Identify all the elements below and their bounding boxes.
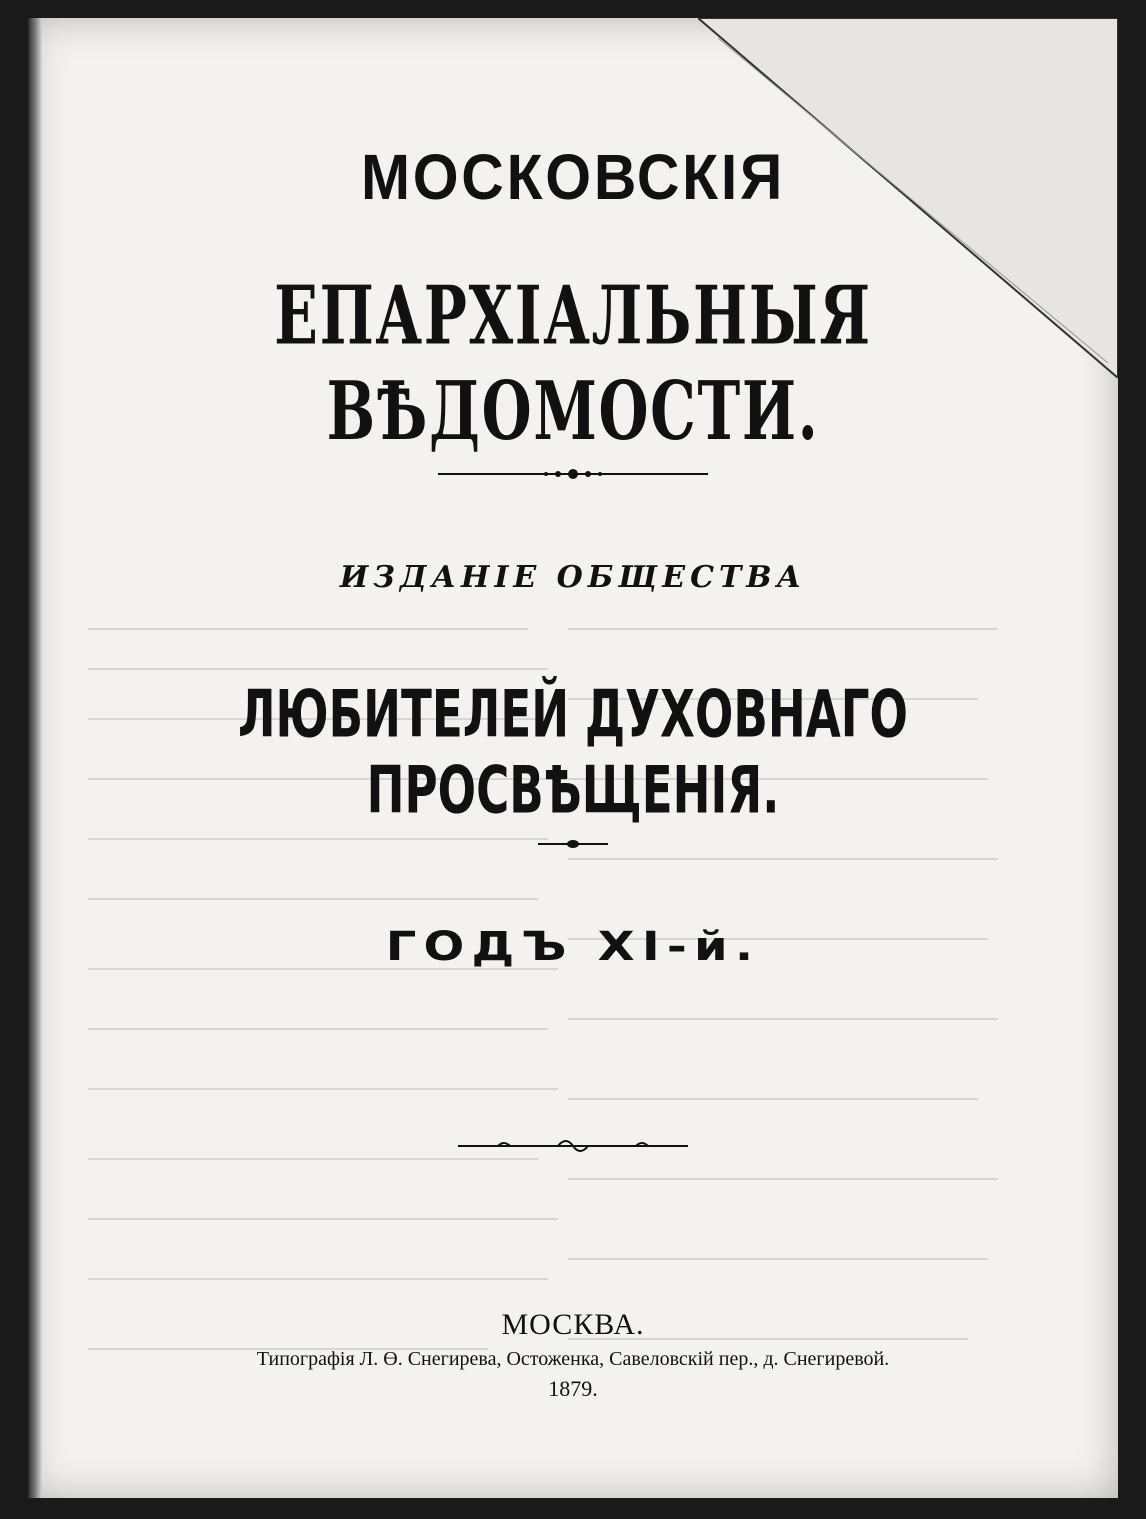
- society-name: ЛЮБИТЕЛЕЙ ДУХОВНАГО ПРОСВѢЩЕНІЯ.: [237, 675, 909, 829]
- binding-edge: [28, 18, 42, 1498]
- bleed-line: [88, 668, 548, 670]
- document-page: [28, 18, 1118, 1498]
- bleed-line: [568, 1098, 978, 1100]
- bleed-line: [88, 1278, 548, 1280]
- bleed-line: [568, 628, 998, 630]
- bleed-line: [568, 1258, 988, 1260]
- imprint-printer: Типографія Л. Ө. Снегирева, Остоженка, Савеловскій пер., д. Снегиревой.: [256, 1348, 890, 1370]
- bleed-line: [88, 1158, 538, 1160]
- ornamental-rule: [28, 462, 1118, 486]
- bleed-line: [568, 858, 998, 860]
- edition-line: ИЗДАНІЕ ОБЩЕСТВА: [339, 560, 807, 595]
- bleed-line: [88, 1028, 548, 1030]
- bleed-line: [88, 628, 528, 630]
- year-label: ГОДЪ XI-й.: [385, 924, 761, 970]
- imprint-city: МОСКВА.: [501, 1308, 645, 1341]
- bleed-line: [88, 1218, 558, 1220]
- bleed-line: [568, 1018, 998, 1020]
- bleed-line: [568, 1178, 998, 1180]
- imprint-year: 1879.: [548, 1376, 598, 1401]
- bleed-line: [88, 1088, 558, 1090]
- ornamental-rule: [28, 1134, 1118, 1158]
- bleed-line: [88, 898, 538, 900]
- masthead-title-line-1: МОСКОВСКІЯ: [360, 141, 786, 213]
- masthead-title-line-2: ЕПАРХІАЛЬНЫЯ ВѢДОМОСТИ.: [274, 267, 872, 459]
- ornamental-rule: [28, 836, 1118, 852]
